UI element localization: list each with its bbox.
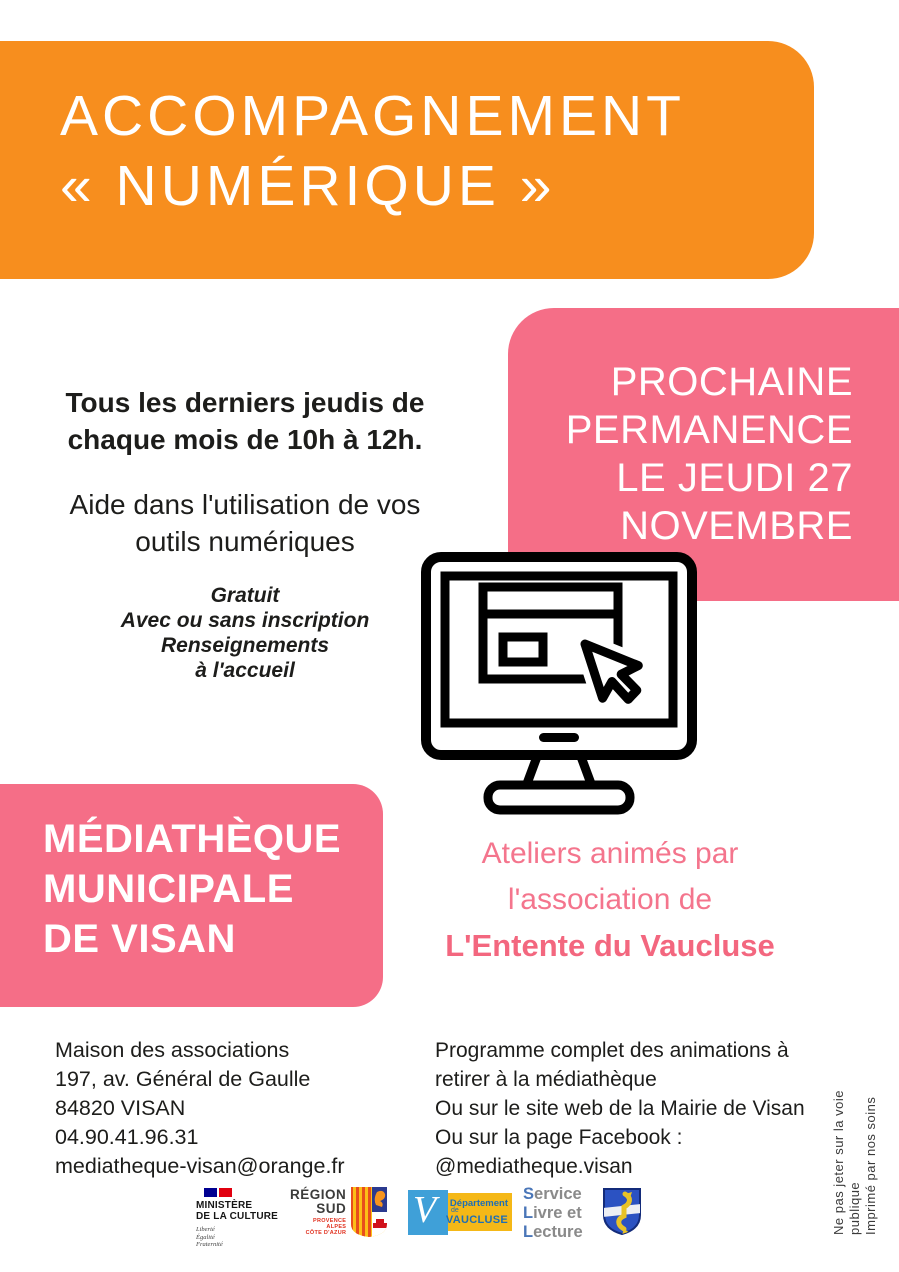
sll-rest: ivre et — [533, 1204, 582, 1222]
next-session-line: PROCHAINE — [610, 360, 853, 404]
print-note-line: Imprimé par nos soins — [863, 1096, 878, 1235]
venue-line: MÉDIATHÈQUE — [43, 817, 342, 861]
sll-initial: L — [523, 1204, 534, 1222]
workshops-credit — [430, 831, 790, 969]
contact-info — [55, 1036, 345, 1181]
region-sub-line: CÔTE D'AZUR — [305, 1230, 347, 1236]
schedule-line: Tous les derniers jeudis de — [65, 387, 425, 418]
ministere-line: MINISTÈRE — [196, 1200, 253, 1211]
visan-coat-of-arms-icon — [601, 1187, 643, 1237]
ministere-line: DE LA CULTURE — [196, 1211, 279, 1222]
practical-details — [20, 583, 470, 683]
venue-line: MUNICIPALE — [43, 867, 294, 911]
details-line: à l'accueil — [195, 659, 295, 682]
ministere-culture-logo — [196, 1188, 291, 1249]
motto-line: Liberté — [196, 1226, 215, 1233]
region-sud-text — [290, 1186, 346, 1236]
monitor-with-cursor-icon — [421, 552, 697, 816]
service-livre-lecture-logo — [523, 1185, 583, 1242]
programme-line: Ou sur la page Facebook : — [435, 1126, 683, 1149]
motto-line: Fraternité — [196, 1241, 223, 1248]
french-flag-icon — [204, 1188, 291, 1197]
help-line: outils numériques — [135, 526, 355, 557]
association-name: L'Entente du Vaucluse — [445, 928, 775, 963]
region-sud-shield-icon — [350, 1186, 388, 1238]
sll-rest: ervice — [534, 1185, 582, 1203]
help-text — [20, 486, 470, 560]
help-line: Aide dans l'utilisation de vos — [69, 489, 421, 520]
venue-line: DE VISAN — [43, 917, 236, 961]
region-sub-line: ALPES — [326, 1224, 347, 1230]
email-text: mediatheque-visan@orange.fr — [55, 1154, 345, 1178]
vaucluse-word: Département — [449, 1198, 508, 1209]
sll-initial: S — [523, 1185, 535, 1203]
phone-text: 04.90.41.96.31 — [55, 1125, 199, 1149]
sll-line — [523, 1204, 583, 1223]
sll-rest: ecture — [533, 1223, 583, 1241]
address-text: 197, av. Général de Gaulle — [55, 1067, 311, 1091]
schedule-line: chaque mois de 10h à 12h. — [67, 424, 423, 455]
region-sub-line: PROVENCE — [312, 1218, 347, 1224]
poster-title-line2: « NUMÉRIQUE » — [60, 154, 556, 218]
region-line: SUD — [316, 1201, 347, 1216]
workshops-line: Ateliers animés par — [481, 837, 739, 870]
programme-line: Ou sur le site web de la Mairie de Visan — [435, 1097, 805, 1120]
vaucluse-word: VAUCLUSE — [445, 1214, 508, 1226]
venue-banner — [0, 784, 383, 1007]
vaucluse-v-icon — [408, 1190, 448, 1235]
region-line: RÉGION — [290, 1187, 347, 1202]
venue-name-text: Maison des associations — [55, 1038, 290, 1062]
vaucluse-v-letter: V — [413, 1189, 437, 1231]
programme-info — [435, 1036, 805, 1181]
details-line: Gratuit — [210, 584, 280, 607]
region-sud-logo — [290, 1186, 388, 1238]
city-text: 84820 VISAN — [55, 1096, 186, 1120]
motto-line: Égalité — [196, 1233, 215, 1241]
sll-initial: L — [523, 1223, 534, 1241]
departement-vaucluse-logo — [408, 1190, 516, 1236]
sll-line — [523, 1185, 583, 1204]
ministere-motto — [196, 1226, 291, 1249]
facebook-handle: @mediatheque.visan — [435, 1155, 633, 1178]
workshops-line: l'association de — [507, 883, 713, 916]
print-note-line: Ne pas jeter sur la voie publique — [831, 1090, 862, 1235]
next-session-line: NOVEMBRE — [620, 504, 853, 548]
schedule-text — [20, 384, 470, 458]
next-session-line: PERMANENCE — [565, 408, 853, 452]
details-line: Avec ou sans inscription — [120, 609, 370, 632]
next-session-line: LE JEUDI 27 — [616, 456, 853, 500]
vaucluse-label — [445, 1193, 512, 1231]
poster-title-line1: ACCOMPAGNEMENT — [60, 84, 685, 148]
programme-line: Programme complet des animations à — [435, 1039, 789, 1062]
region-subtitle — [290, 1218, 346, 1236]
programme-line: retirer à la médiathèque — [435, 1068, 657, 1091]
print-note — [831, 1035, 879, 1235]
details-line: Renseignements — [160, 634, 330, 657]
sll-line — [523, 1223, 583, 1242]
title-banner — [0, 41, 814, 279]
vaucluse-word: de — [451, 1207, 459, 1214]
